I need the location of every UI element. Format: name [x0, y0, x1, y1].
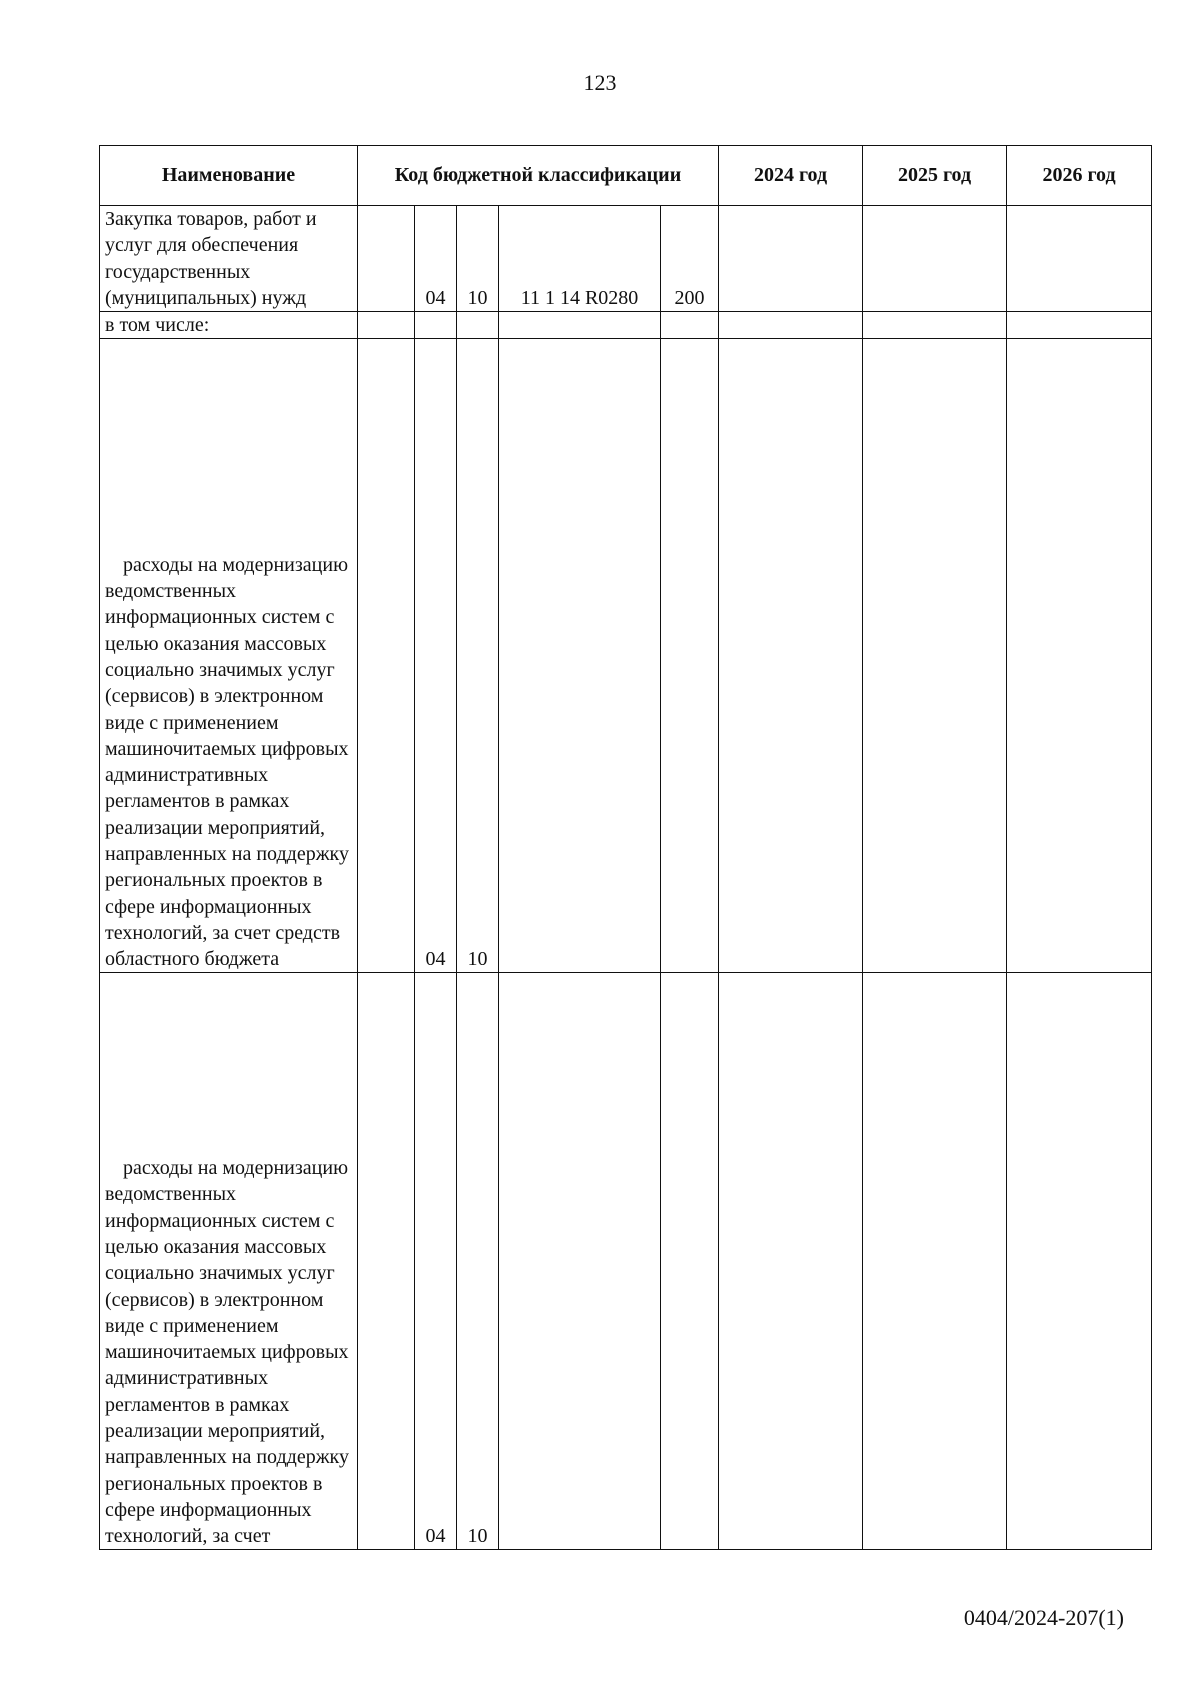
- cell-grbs: [358, 339, 415, 973]
- header-budget-code: Код бюджетной классификации: [358, 146, 719, 206]
- cell-2026: [1007, 206, 1152, 312]
- budget-table: [99, 145, 1152, 1550]
- cell-pr: 10: [457, 339, 499, 973]
- cell-csr: [499, 312, 661, 339]
- cell-2025: [863, 312, 1007, 339]
- cell-2026: [1007, 973, 1152, 1550]
- table-header-row: [100, 146, 1152, 206]
- cell-grbs: [358, 973, 415, 1550]
- row-name: [100, 973, 358, 1550]
- cell-2025: [863, 973, 1007, 1550]
- cell-2026: [1007, 339, 1152, 973]
- cell-2024: [719, 206, 863, 312]
- header-2024: 2024 год: [719, 146, 863, 206]
- cell-rz: 04: [415, 206, 457, 312]
- row-name-text: расходы на модернизацию ведомственных информационных систем с целью оказания массовых социально значимых услуг (сервисов) в электронном виде с применением машиночитаемых цифровых административных регламентов в рамках реализации мероприятий, направленных на поддержку региональных проектов в сфере информационных технологий, за счет: [105, 1157, 349, 1548]
- cell-vr: [661, 973, 719, 1550]
- cell-rz: 04: [415, 973, 457, 1550]
- cell-pr: 10: [457, 206, 499, 312]
- cell-csr: [499, 339, 661, 973]
- row-name-text: расходы на модернизацию ведомственных информационных систем с целью оказания массовых социально значимых услуг (сервисов) в электронном виде с применением машиночитаемых цифровых административных регламентов в рамках реализации мероприятий, направленных на поддержку региональных проектов в сфере информационных технологий, за счет средств областного бюджета: [105, 553, 349, 971]
- cell-grbs: [358, 312, 415, 339]
- cell-csr: [499, 973, 661, 1550]
- cell-2025: [863, 339, 1007, 973]
- row-name: [100, 339, 358, 973]
- cell-pr: 10: [457, 973, 499, 1550]
- cell-vr: [661, 312, 719, 339]
- header-2026: 2026 год: [1007, 146, 1152, 206]
- cell-vr: [661, 339, 719, 973]
- header-name: Наименование: [100, 146, 358, 206]
- table-row: [100, 973, 1152, 1550]
- cell-2024: [719, 973, 863, 1550]
- table-row: [100, 312, 1152, 339]
- header-2025: 2025 год: [863, 146, 1007, 206]
- table-row: [100, 339, 1152, 973]
- document-code: 0404/2024-207(1): [963, 1605, 1124, 1630]
- row-name: Закупка товаров, работ и услуг для обеспечения государственных (муниципальных) нужд: [100, 206, 358, 312]
- row-name: в том числе:: [100, 312, 358, 339]
- page-number: 123: [583, 70, 617, 95]
- cell-2024: [719, 312, 863, 339]
- cell-rz: 04: [415, 339, 457, 973]
- cell-2024: [719, 339, 863, 973]
- cell-grbs: [358, 206, 415, 312]
- cell-2025: [863, 206, 1007, 312]
- cell-vr: 200: [661, 206, 719, 312]
- cell-pr: [457, 312, 499, 339]
- table-row: [100, 206, 1152, 312]
- cell-csr: 11 1 14 R0280: [499, 206, 661, 312]
- cell-2026: [1007, 312, 1152, 339]
- cell-rz: [415, 312, 457, 339]
